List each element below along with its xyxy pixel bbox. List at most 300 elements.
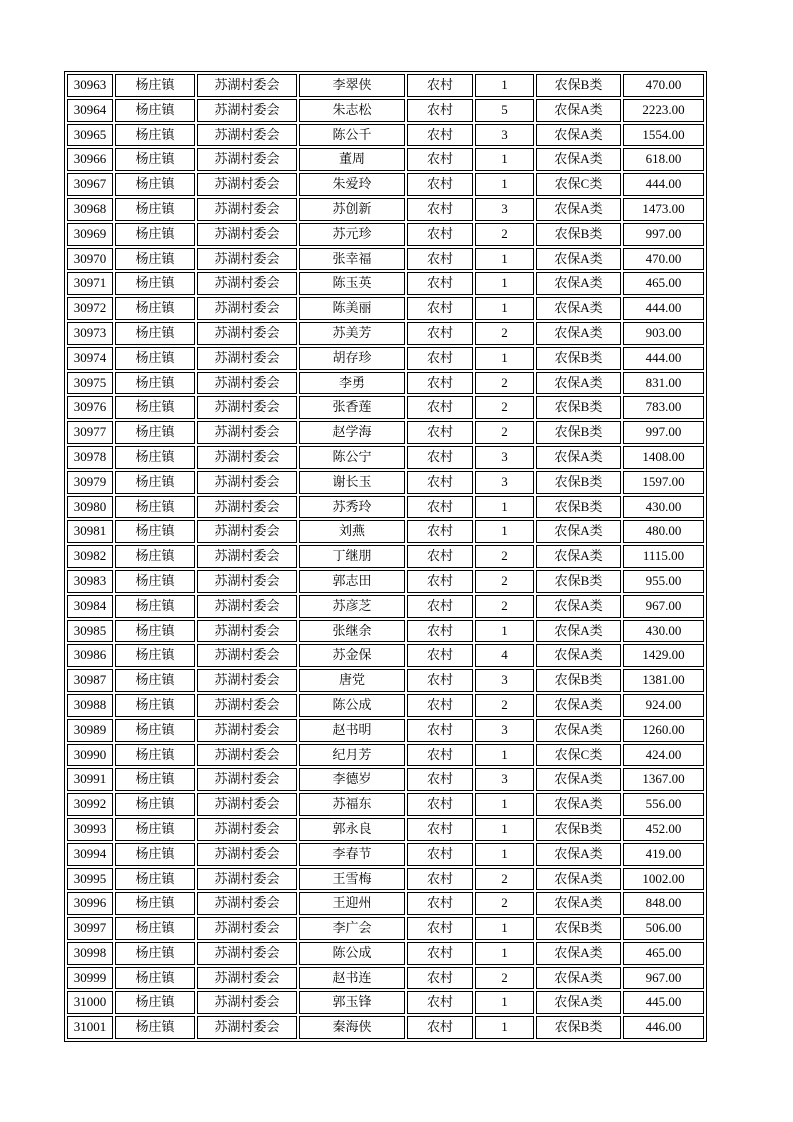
cell-person-count: 1 <box>475 173 534 196</box>
cell-amount: 465.00 <box>623 942 704 965</box>
cell-village-committee: 苏湖村委会 <box>197 198 297 221</box>
cell-serial-number: 30978 <box>67 446 113 469</box>
cell-person-count: 3 <box>475 124 534 147</box>
cell-person-name: 陈公成 <box>299 694 405 717</box>
cell-person-name: 陈公千 <box>299 124 405 147</box>
cell-insurance-category: 农保A类 <box>536 644 621 667</box>
cell-village-committee: 苏湖村委会 <box>197 297 297 320</box>
cell-town: 杨庄镇 <box>115 99 195 122</box>
cell-serial-number: 30988 <box>67 694 113 717</box>
cell-person-count: 2 <box>475 322 534 345</box>
cell-insurance-category: 农保B类 <box>536 471 621 494</box>
cell-residence-type: 农村 <box>407 719 473 742</box>
table-row <box>67 322 704 345</box>
table-row <box>67 620 704 643</box>
table-row <box>67 496 704 519</box>
cell-serial-number: 30991 <box>67 768 113 791</box>
cell-person-name: 王雪梅 <box>299 868 405 891</box>
cell-town: 杨庄镇 <box>115 595 195 618</box>
table-row <box>67 297 704 320</box>
cell-village-committee: 苏湖村委会 <box>197 843 297 866</box>
table-body <box>67 74 704 1039</box>
cell-serial-number: 30973 <box>67 322 113 345</box>
cell-person-name: 赵书连 <box>299 967 405 990</box>
cell-person-count: 3 <box>475 471 534 494</box>
table-row <box>67 793 704 816</box>
cell-person-name: 陈公成 <box>299 942 405 965</box>
cell-person-count: 2 <box>475 545 534 568</box>
cell-village-committee: 苏湖村委会 <box>197 223 297 246</box>
cell-serial-number: 30977 <box>67 421 113 444</box>
cell-town: 杨庄镇 <box>115 768 195 791</box>
cell-residence-type: 农村 <box>407 148 473 171</box>
cell-insurance-category: 农保A类 <box>536 198 621 221</box>
cell-person-count: 2 <box>475 892 534 915</box>
table-row <box>67 818 704 841</box>
cell-serial-number: 30969 <box>67 223 113 246</box>
cell-residence-type: 农村 <box>407 843 473 866</box>
cell-village-committee: 苏湖村委会 <box>197 347 297 370</box>
cell-insurance-category: 农保B类 <box>536 496 621 519</box>
cell-town: 杨庄镇 <box>115 942 195 965</box>
cell-village-committee: 苏湖村委会 <box>197 620 297 643</box>
table-row <box>67 74 704 97</box>
cell-village-committee: 苏湖村委会 <box>197 74 297 97</box>
cell-amount: 445.00 <box>623 991 704 1014</box>
cell-insurance-category: 农保B类 <box>536 223 621 246</box>
cell-amount: 1597.00 <box>623 471 704 494</box>
table-row <box>67 669 704 692</box>
cell-town: 杨庄镇 <box>115 991 195 1014</box>
cell-residence-type: 农村 <box>407 248 473 271</box>
cell-residence-type: 农村 <box>407 644 473 667</box>
cell-person-count: 1 <box>475 744 534 767</box>
cell-town: 杨庄镇 <box>115 272 195 295</box>
cell-amount: 470.00 <box>623 74 704 97</box>
cell-residence-type: 农村 <box>407 1016 473 1039</box>
table-row <box>67 446 704 469</box>
cell-serial-number: 30981 <box>67 520 113 543</box>
cell-person-count: 1 <box>475 74 534 97</box>
cell-residence-type: 农村 <box>407 942 473 965</box>
cell-serial-number: 30995 <box>67 868 113 891</box>
cell-person-name: 苏创新 <box>299 198 405 221</box>
cell-person-name: 纪月芳 <box>299 744 405 767</box>
table-row <box>67 99 704 122</box>
cell-amount: 831.00 <box>623 372 704 395</box>
cell-person-name: 苏彦芝 <box>299 595 405 618</box>
cell-person-count: 2 <box>475 396 534 419</box>
table-row <box>67 520 704 543</box>
table-row <box>67 347 704 370</box>
cell-village-committee: 苏湖村委会 <box>197 991 297 1014</box>
cell-residence-type: 农村 <box>407 570 473 593</box>
cell-insurance-category: 农保B类 <box>536 669 621 692</box>
cell-town: 杨庄镇 <box>115 471 195 494</box>
cell-person-name: 赵学海 <box>299 421 405 444</box>
cell-insurance-category: 农保A类 <box>536 595 621 618</box>
cell-insurance-category: 农保A类 <box>536 793 621 816</box>
cell-serial-number: 30994 <box>67 843 113 866</box>
cell-person-count: 1 <box>475 297 534 320</box>
cell-town: 杨庄镇 <box>115 669 195 692</box>
cell-person-count: 1 <box>475 248 534 271</box>
cell-amount: 1429.00 <box>623 644 704 667</box>
cell-person-name: 张幸福 <box>299 248 405 271</box>
cell-insurance-category: 农保A类 <box>536 148 621 171</box>
table-row <box>67 421 704 444</box>
cell-insurance-category: 农保A类 <box>536 991 621 1014</box>
cell-village-committee: 苏湖村委会 <box>197 248 297 271</box>
cell-serial-number: 30999 <box>67 967 113 990</box>
cell-town: 杨庄镇 <box>115 496 195 519</box>
cell-village-committee: 苏湖村委会 <box>197 768 297 791</box>
cell-residence-type: 农村 <box>407 694 473 717</box>
cell-person-name: 李翠侠 <box>299 74 405 97</box>
cell-person-name: 李勇 <box>299 372 405 395</box>
cell-serial-number: 30984 <box>67 595 113 618</box>
table-row <box>67 967 704 990</box>
table-row <box>67 198 704 221</box>
cell-residence-type: 农村 <box>407 545 473 568</box>
cell-residence-type: 农村 <box>407 223 473 246</box>
cell-serial-number: 30993 <box>67 818 113 841</box>
cell-amount: 430.00 <box>623 496 704 519</box>
cell-amount: 1260.00 <box>623 719 704 742</box>
cell-serial-number: 30983 <box>67 570 113 593</box>
cell-amount: 783.00 <box>623 396 704 419</box>
cell-amount: 924.00 <box>623 694 704 717</box>
cell-insurance-category: 农保A类 <box>536 272 621 295</box>
insurance-payment-table <box>64 71 707 1042</box>
cell-residence-type: 农村 <box>407 669 473 692</box>
table-row <box>67 248 704 271</box>
cell-amount: 1002.00 <box>623 868 704 891</box>
table-row <box>67 694 704 717</box>
cell-person-name: 张香莲 <box>299 396 405 419</box>
cell-insurance-category: 农保B类 <box>536 570 621 593</box>
cell-amount: 556.00 <box>623 793 704 816</box>
cell-insurance-category: 农保A类 <box>536 99 621 122</box>
table-row <box>67 148 704 171</box>
cell-person-count: 1 <box>475 496 534 519</box>
cell-amount: 480.00 <box>623 520 704 543</box>
cell-serial-number: 30974 <box>67 347 113 370</box>
cell-person-count: 1 <box>475 620 534 643</box>
table-row <box>67 223 704 246</box>
table-row <box>67 272 704 295</box>
cell-residence-type: 农村 <box>407 372 473 395</box>
cell-insurance-category: 农保A类 <box>536 248 621 271</box>
cell-town: 杨庄镇 <box>115 620 195 643</box>
cell-insurance-category: 农保A类 <box>536 545 621 568</box>
cell-residence-type: 农村 <box>407 967 473 990</box>
table-row <box>67 917 704 940</box>
cell-person-name: 陈公宁 <box>299 446 405 469</box>
table-row <box>67 396 704 419</box>
cell-village-committee: 苏湖村委会 <box>197 595 297 618</box>
cell-person-name: 陈玉英 <box>299 272 405 295</box>
table-row <box>67 768 704 791</box>
cell-residence-type: 农村 <box>407 446 473 469</box>
cell-amount: 967.00 <box>623 967 704 990</box>
cell-town: 杨庄镇 <box>115 892 195 915</box>
cell-residence-type: 农村 <box>407 768 473 791</box>
cell-town: 杨庄镇 <box>115 744 195 767</box>
cell-person-count: 2 <box>475 694 534 717</box>
cell-serial-number: 30998 <box>67 942 113 965</box>
cell-amount: 419.00 <box>623 843 704 866</box>
cell-person-name: 郭志田 <box>299 570 405 593</box>
cell-serial-number: 30964 <box>67 99 113 122</box>
table-row <box>67 173 704 196</box>
cell-town: 杨庄镇 <box>115 124 195 147</box>
cell-amount: 452.00 <box>623 818 704 841</box>
cell-residence-type: 农村 <box>407 272 473 295</box>
cell-town: 杨庄镇 <box>115 719 195 742</box>
cell-amount: 470.00 <box>623 248 704 271</box>
cell-insurance-category: 农保B类 <box>536 818 621 841</box>
cell-insurance-category: 农保A类 <box>536 868 621 891</box>
cell-residence-type: 农村 <box>407 173 473 196</box>
cell-serial-number: 30967 <box>67 173 113 196</box>
cell-person-count: 1 <box>475 347 534 370</box>
cell-insurance-category: 农保A类 <box>536 446 621 469</box>
cell-residence-type: 农村 <box>407 793 473 816</box>
cell-amount: 1381.00 <box>623 669 704 692</box>
cell-residence-type: 农村 <box>407 744 473 767</box>
cell-village-committee: 苏湖村委会 <box>197 917 297 940</box>
cell-serial-number: 30986 <box>67 644 113 667</box>
cell-amount: 446.00 <box>623 1016 704 1039</box>
cell-person-count: 2 <box>475 421 534 444</box>
cell-village-committee: 苏湖村委会 <box>197 272 297 295</box>
cell-person-name: 张继余 <box>299 620 405 643</box>
cell-insurance-category: 农保A类 <box>536 768 621 791</box>
cell-residence-type: 农村 <box>407 471 473 494</box>
cell-residence-type: 农村 <box>407 595 473 618</box>
cell-person-name: 李广会 <box>299 917 405 940</box>
cell-serial-number: 30996 <box>67 892 113 915</box>
cell-town: 杨庄镇 <box>115 644 195 667</box>
cell-insurance-category: 农保A类 <box>536 520 621 543</box>
table-row <box>67 471 704 494</box>
cell-village-committee: 苏湖村委会 <box>197 124 297 147</box>
cell-amount: 967.00 <box>623 595 704 618</box>
cell-village-committee: 苏湖村委会 <box>197 396 297 419</box>
cell-town: 杨庄镇 <box>115 396 195 419</box>
cell-serial-number: 30966 <box>67 148 113 171</box>
cell-person-count: 1 <box>475 272 534 295</box>
cell-amount: 1473.00 <box>623 198 704 221</box>
cell-residence-type: 农村 <box>407 917 473 940</box>
cell-insurance-category: 农保B类 <box>536 74 621 97</box>
cell-person-count: 3 <box>475 446 534 469</box>
cell-village-committee: 苏湖村委会 <box>197 545 297 568</box>
table-row <box>67 595 704 618</box>
cell-town: 杨庄镇 <box>115 793 195 816</box>
cell-person-name: 谢长玉 <box>299 471 405 494</box>
cell-person-name: 秦海侠 <box>299 1016 405 1039</box>
cell-town: 杨庄镇 <box>115 843 195 866</box>
cell-village-committee: 苏湖村委会 <box>197 719 297 742</box>
cell-insurance-category: 农保A类 <box>536 620 621 643</box>
cell-amount: 1554.00 <box>623 124 704 147</box>
cell-insurance-category: 农保A类 <box>536 942 621 965</box>
cell-residence-type: 农村 <box>407 620 473 643</box>
cell-town: 杨庄镇 <box>115 570 195 593</box>
table-row <box>67 1016 704 1039</box>
cell-residence-type: 农村 <box>407 496 473 519</box>
table-row <box>67 570 704 593</box>
cell-person-count: 1 <box>475 1016 534 1039</box>
cell-insurance-category: 农保B类 <box>536 1016 621 1039</box>
cell-town: 杨庄镇 <box>115 322 195 345</box>
cell-town: 杨庄镇 <box>115 868 195 891</box>
cell-person-name: 苏福东 <box>299 793 405 816</box>
cell-residence-type: 农村 <box>407 520 473 543</box>
cell-serial-number: 30963 <box>67 74 113 97</box>
cell-serial-number: 31000 <box>67 991 113 1014</box>
table-row <box>67 744 704 767</box>
cell-insurance-category: 农保B类 <box>536 347 621 370</box>
cell-village-committee: 苏湖村委会 <box>197 372 297 395</box>
cell-serial-number: 30987 <box>67 669 113 692</box>
cell-town: 杨庄镇 <box>115 297 195 320</box>
cell-person-name: 李德岁 <box>299 768 405 791</box>
cell-amount: 444.00 <box>623 347 704 370</box>
cell-person-count: 1 <box>475 520 534 543</box>
cell-residence-type: 农村 <box>407 99 473 122</box>
table-row <box>67 644 704 667</box>
cell-amount: 1408.00 <box>623 446 704 469</box>
cell-person-count: 2 <box>475 372 534 395</box>
cell-insurance-category: 农保B类 <box>536 421 621 444</box>
cell-town: 杨庄镇 <box>115 173 195 196</box>
cell-town: 杨庄镇 <box>115 248 195 271</box>
cell-village-committee: 苏湖村委会 <box>197 967 297 990</box>
cell-amount: 997.00 <box>623 223 704 246</box>
cell-insurance-category: 农保A类 <box>536 322 621 345</box>
cell-serial-number: 30972 <box>67 297 113 320</box>
cell-amount: 506.00 <box>623 917 704 940</box>
cell-person-count: 2 <box>475 967 534 990</box>
cell-town: 杨庄镇 <box>115 372 195 395</box>
cell-person-count: 3 <box>475 669 534 692</box>
cell-serial-number: 30965 <box>67 124 113 147</box>
cell-town: 杨庄镇 <box>115 198 195 221</box>
cell-person-count: 2 <box>475 570 534 593</box>
cell-village-committee: 苏湖村委会 <box>197 818 297 841</box>
table-row <box>67 372 704 395</box>
cell-serial-number: 30968 <box>67 198 113 221</box>
cell-person-count: 3 <box>475 198 534 221</box>
cell-village-committee: 苏湖村委会 <box>197 942 297 965</box>
cell-serial-number: 31001 <box>67 1016 113 1039</box>
table-row <box>67 719 704 742</box>
cell-village-committee: 苏湖村委会 <box>197 868 297 891</box>
cell-serial-number: 30980 <box>67 496 113 519</box>
cell-amount: 848.00 <box>623 892 704 915</box>
cell-serial-number: 30979 <box>67 471 113 494</box>
cell-person-name: 郭玉锋 <box>299 991 405 1014</box>
cell-amount: 444.00 <box>623 173 704 196</box>
cell-residence-type: 农村 <box>407 991 473 1014</box>
cell-person-count: 1 <box>475 843 534 866</box>
cell-serial-number: 30985 <box>67 620 113 643</box>
cell-town: 杨庄镇 <box>115 74 195 97</box>
cell-insurance-category: 农保B类 <box>536 396 621 419</box>
cell-village-committee: 苏湖村委会 <box>197 793 297 816</box>
cell-amount: 955.00 <box>623 570 704 593</box>
cell-insurance-category: 农保A类 <box>536 297 621 320</box>
cell-amount: 430.00 <box>623 620 704 643</box>
cell-serial-number: 30997 <box>67 917 113 940</box>
cell-person-count: 3 <box>475 768 534 791</box>
cell-person-count: 2 <box>475 223 534 246</box>
table-row <box>67 545 704 568</box>
cell-insurance-category: 农保A类 <box>536 694 621 717</box>
table-row <box>67 843 704 866</box>
cell-amount: 997.00 <box>623 421 704 444</box>
cell-person-name: 郭永良 <box>299 818 405 841</box>
cell-residence-type: 农村 <box>407 868 473 891</box>
cell-serial-number: 30970 <box>67 248 113 271</box>
cell-insurance-category: 农保B类 <box>536 917 621 940</box>
cell-person-name: 赵书明 <box>299 719 405 742</box>
cell-person-count: 2 <box>475 868 534 891</box>
cell-town: 杨庄镇 <box>115 818 195 841</box>
cell-village-committee: 苏湖村委会 <box>197 669 297 692</box>
cell-residence-type: 农村 <box>407 818 473 841</box>
cell-person-name: 苏金保 <box>299 644 405 667</box>
cell-person-name: 李春节 <box>299 843 405 866</box>
cell-person-name: 唐党 <box>299 669 405 692</box>
table-row <box>67 868 704 891</box>
cell-residence-type: 农村 <box>407 892 473 915</box>
cell-town: 杨庄镇 <box>115 545 195 568</box>
cell-residence-type: 农村 <box>407 124 473 147</box>
cell-residence-type: 农村 <box>407 421 473 444</box>
cell-person-name: 苏元珍 <box>299 223 405 246</box>
cell-serial-number: 30982 <box>67 545 113 568</box>
table-row <box>67 991 704 1014</box>
cell-amount: 424.00 <box>623 744 704 767</box>
cell-residence-type: 农村 <box>407 74 473 97</box>
cell-insurance-category: 农保A类 <box>536 372 621 395</box>
cell-town: 杨庄镇 <box>115 967 195 990</box>
cell-town: 杨庄镇 <box>115 1016 195 1039</box>
cell-village-committee: 苏湖村委会 <box>197 322 297 345</box>
cell-person-name: 朱志松 <box>299 99 405 122</box>
cell-village-committee: 苏湖村委会 <box>197 99 297 122</box>
cell-residence-type: 农村 <box>407 297 473 320</box>
cell-person-name: 朱爱玲 <box>299 173 405 196</box>
cell-town: 杨庄镇 <box>115 148 195 171</box>
cell-town: 杨庄镇 <box>115 520 195 543</box>
cell-person-count: 1 <box>475 148 534 171</box>
cell-residence-type: 农村 <box>407 396 473 419</box>
cell-town: 杨庄镇 <box>115 694 195 717</box>
cell-village-committee: 苏湖村委会 <box>197 694 297 717</box>
cell-residence-type: 农村 <box>407 198 473 221</box>
table-row <box>67 124 704 147</box>
table-row <box>67 892 704 915</box>
cell-serial-number: 30989 <box>67 719 113 742</box>
cell-residence-type: 农村 <box>407 347 473 370</box>
cell-person-name: 董周 <box>299 148 405 171</box>
cell-insurance-category: 农保C类 <box>536 744 621 767</box>
